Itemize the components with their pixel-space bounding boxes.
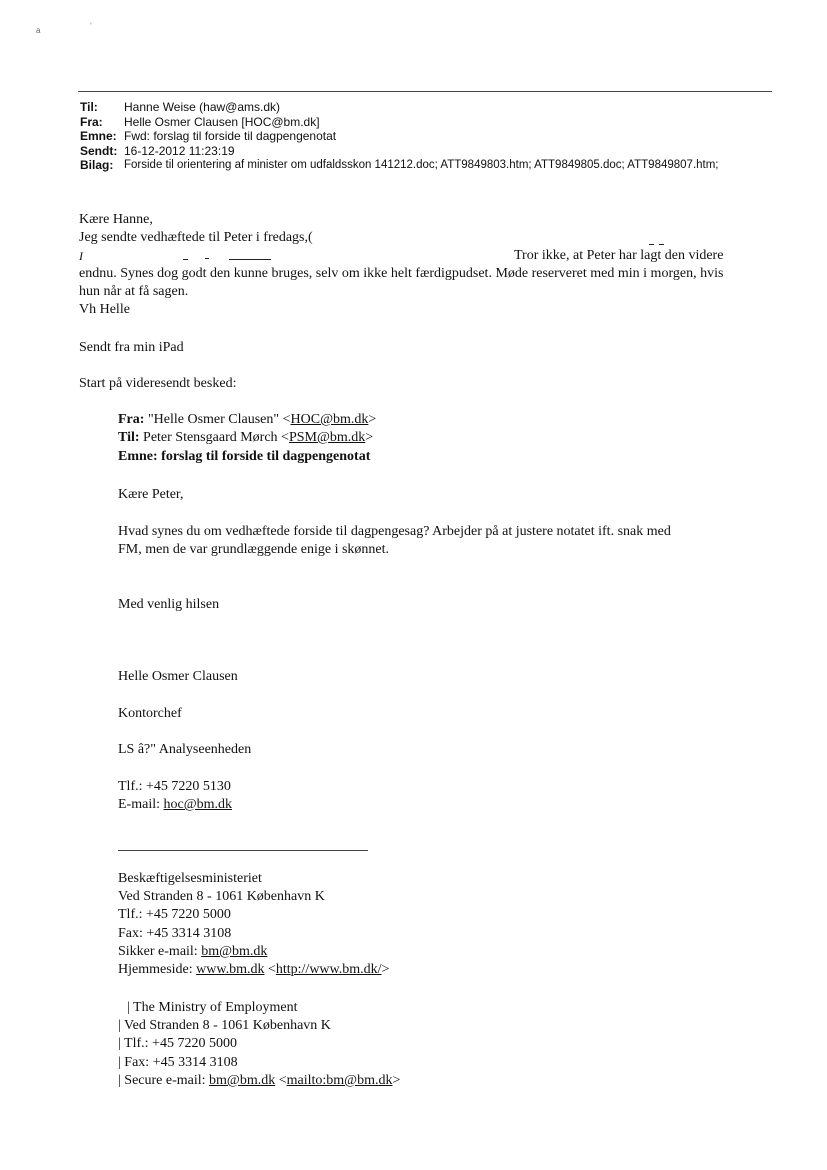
- header-from-row: [80, 115, 770, 130]
- ministry-secure-email-label: Sikker e-mail:: [118, 944, 202, 959]
- message-line: Jeg sendte vedhæftede til Peter i fredags,(: [79, 230, 313, 245]
- signature-phone: Tlf.: +45 7220 5130: [118, 779, 231, 794]
- ministry-website-close: >: [381, 962, 390, 977]
- ministry-en-secure-close: >: [392, 1073, 401, 1088]
- signature-email-link[interactable]: hoc@bm.dk: [163, 797, 232, 812]
- redaction-mark: [183, 259, 188, 260]
- signature-name: Helle Osmer Clausen: [118, 669, 238, 684]
- forwarded-paragraph-line: FM, men de var grundlæggende enige i skønnet.: [118, 542, 390, 557]
- forwarded-greeting: Kære Peter,: [118, 487, 184, 502]
- ministry-website-open: <: [264, 962, 276, 977]
- header-to-value: Hanne Weise (haw@ams.dk): [124, 100, 281, 114]
- signature-email: [118, 796, 232, 814]
- ministry-en-secure-email-link[interactable]: bm@bm.dk: [209, 1073, 276, 1088]
- redaction-mark: [659, 244, 664, 245]
- ministry-fax: Fax: +45 3314 3108: [118, 926, 232, 941]
- message-line: endnu. Synes dog godt den kunne bruges, selv om ikke helt færdigpudset. Møde reserveret med min i morgen, hvis: [79, 266, 724, 281]
- forwarded-to: [118, 429, 373, 447]
- scan-mark: a: [36, 26, 41, 35]
- forwarded-closing: Med venlig hilsen: [118, 597, 220, 612]
- header-sent-value: 16-12-2012 11:23:19: [124, 143, 235, 158]
- ministry-website: [118, 961, 389, 979]
- scan-mark: ʼ: [90, 22, 92, 31]
- ministry-en-fax: | Fax: +45 3314 3108: [118, 1055, 238, 1070]
- header-from-label: Fra:: [80, 114, 103, 129]
- ministry-en-phone: | Tlf.: +45 7220 5000: [118, 1036, 237, 1051]
- ministry-website-url-link[interactable]: http://www.bm.dk/: [275, 962, 382, 977]
- message-signoff: Vh Helle: [79, 302, 130, 317]
- header-subject-label: Emne:: [80, 129, 117, 143]
- redaction-mark: [649, 244, 654, 245]
- forward-intro: Start på videresendt besked:: [79, 376, 237, 391]
- header-from-value: Helle Osmer Clausen [HOC@bm.dk]: [124, 114, 320, 129]
- ministry-secure-email-link[interactable]: bm@bm.dk: [201, 944, 268, 959]
- ministry-name: Beskæftigelsesministeriet: [118, 871, 262, 886]
- signature-unit: LS â?" Analyseenheden: [118, 742, 252, 757]
- sent-from-note: Sendt fra min iPad: [79, 340, 184, 355]
- ministry-en-secure-open: <: [275, 1073, 287, 1088]
- forwarded-to-close: >: [365, 430, 374, 445]
- forwarded-from-name: "Helle Osmer Clausen" <: [147, 412, 291, 427]
- ministry-en-address: | Ved Stranden 8 - 1061 København K: [118, 1018, 331, 1033]
- forwarded-to-email-link[interactable]: PSM@bm.dk: [288, 430, 366, 445]
- forwarded-from-email-link[interactable]: HOC@bm.dk: [290, 412, 369, 427]
- ministry-en-name: | The Ministry of Employment: [127, 1000, 298, 1015]
- email-header: [80, 100, 770, 173]
- ministry-phone: Tlf.: +45 7220 5000: [118, 907, 231, 922]
- message-line: hun når at få sagen.: [79, 284, 189, 299]
- header-sent-row: [80, 144, 770, 159]
- forwarded-from-close: >: [368, 412, 377, 427]
- header-to-label: Til:: [80, 100, 98, 114]
- forwarded-to-label: Til:: [118, 430, 140, 445]
- header-top-rule: [78, 91, 772, 92]
- header-attachments-row: [80, 158, 770, 173]
- redaction-mark: [229, 259, 271, 260]
- signature-email-label: E-mail:: [118, 797, 164, 812]
- signature-title: Kontorchef: [118, 706, 182, 721]
- ministry-secure-email: [118, 943, 267, 961]
- header-to-row: [80, 100, 770, 115]
- header-attachments-label: Bilag:: [80, 158, 114, 172]
- message-line-start: I: [79, 249, 83, 263]
- ministry-en-mailto-link[interactable]: mailto:bm@bm.dk: [286, 1073, 393, 1088]
- redaction-mark: [205, 258, 209, 259]
- ministry-address: Ved Stranden 8 - 1061 København K: [118, 889, 325, 904]
- header-subject-row: [80, 129, 770, 144]
- forwarded-from: [118, 411, 376, 429]
- ministry-website-label: Hjemmeside:: [118, 962, 197, 977]
- forwarded-subject: Emne: forslag til forside til dagpengenotat: [118, 449, 371, 464]
- message-line-end: Tror ikke, at Peter har lagt den videre: [514, 248, 724, 263]
- ministry-website-link[interactable]: www.bm.dk: [196, 962, 265, 977]
- forwarded-from-label: Fra:: [118, 412, 145, 427]
- forwarded-to-name: Peter Stensgaard Mørch <: [143, 430, 289, 445]
- ministry-en-secure-email: [118, 1072, 400, 1090]
- header-subject-value: Fwd: forslag til forside til dagpengenotat: [124, 129, 337, 143]
- header-attachments-value: Forside til orientering af minister om udfaldsskon 141212.doc; ATT9849803.htm; ATT9849805.doc; ATT9849807.htm;: [124, 159, 719, 171]
- forwarded-paragraph-line: Hvad synes du om vedhæftede forside til dagpengesag? Arbejder på at justere notatet ift. snak med: [118, 524, 671, 539]
- signature-divider: [118, 850, 368, 851]
- ministry-en-secure-label: | Secure e-mail:: [118, 1073, 210, 1088]
- message-greeting: Kære Hanne,: [79, 212, 153, 227]
- header-sent-label: Sendt:: [80, 143, 118, 158]
